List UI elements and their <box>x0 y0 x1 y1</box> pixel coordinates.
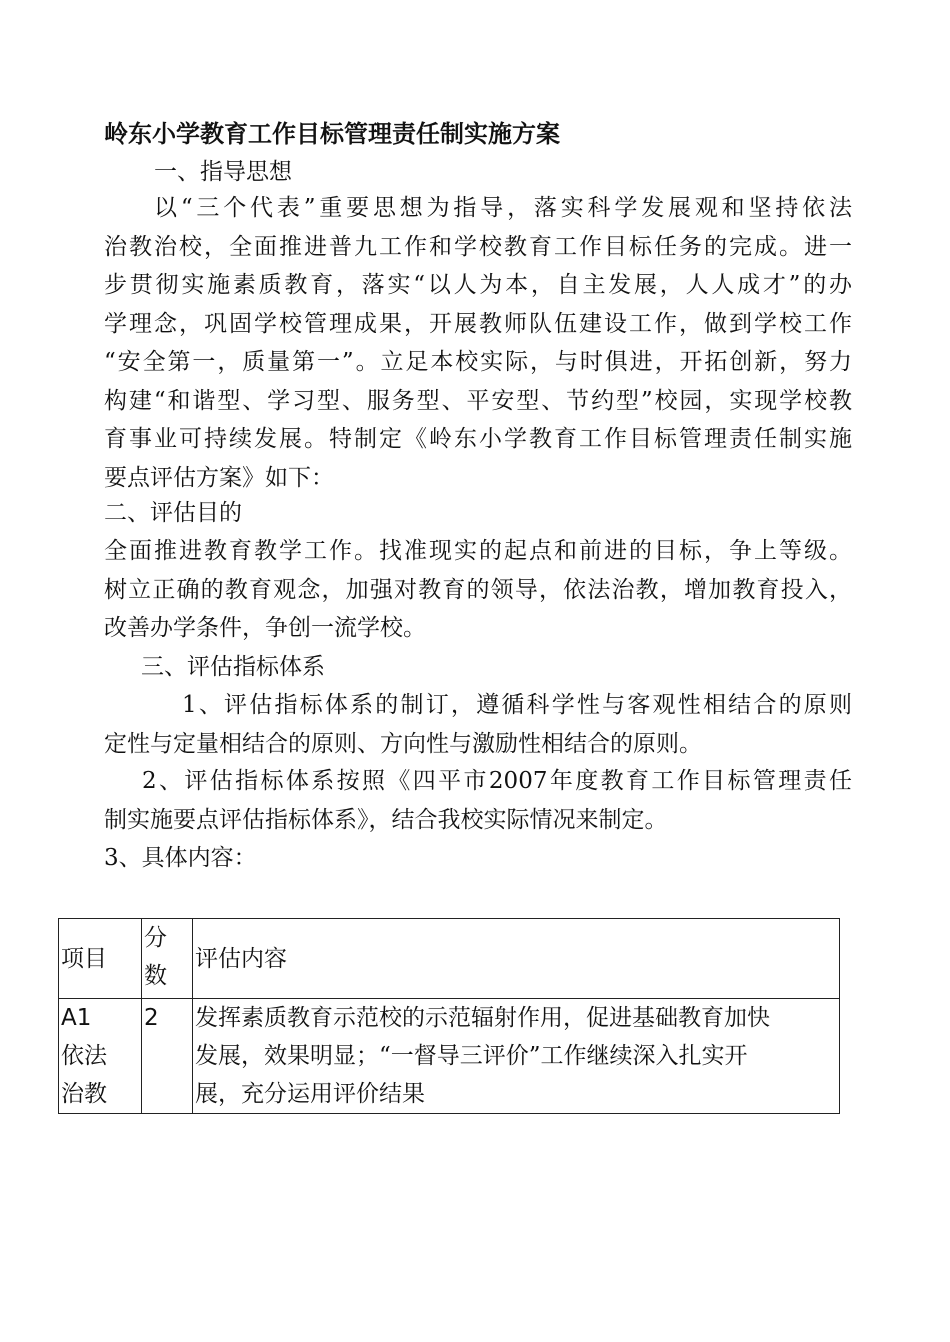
text-line: 育事业可持续发展。特制定《岭东小学教育工作目标管理责任制实施 <box>104 426 852 452</box>
paragraph-evaluation-purpose <box>104 532 852 648</box>
section-heading-evaluation-purpose: 二、评估目的 <box>104 500 242 526</box>
text-line: 学理念，巩固学校管理成果，开展教师队伍建设工作，做到学校工作 <box>104 310 852 337</box>
paragraph-indicator-item1 <box>104 686 852 763</box>
text-line: 治教治校，全面推进普九工作和学校教育工作目标任务的完成。进一 <box>104 233 852 260</box>
text-line: 以“三个代表”重要思想为指导，落实科学发展观和坚持依法 <box>154 195 852 221</box>
document-title: 岭东小学教育工作目标管理责任制实施方案 <box>104 119 560 148</box>
indicator-item3: 3、具体内容： <box>104 845 257 871</box>
evaluation-table <box>58 918 840 1114</box>
cell-item: A1 依法 治教 <box>59 999 142 1114</box>
text-line: 步贯彻实施素质教育，落实“以人为本，自主发展，人人成才”的办 <box>104 272 852 298</box>
paragraph-guiding-ideology <box>104 189 852 497</box>
cell-content: 发挥素质教育示范校的示范辐射作用，促进基础教育加快 发展，效果明显；“一督导三评价”工作继续深入扎实开 展，充分运用评价结果 <box>193 999 840 1114</box>
text-line: 2、评估指标体系按照《四平市2007年度教育工作目标管理责任 <box>142 768 852 794</box>
text-line: 定性与定量相结合的原则、方向性与激励性相结合的原则。 <box>104 730 702 757</box>
text-line: 制实施要点评估指标体系》，结合我校实际情况来制定。 <box>104 806 668 833</box>
text-line: 构建“和谐型、学习型、服务型、平安型、节约型”校园，实现学校教 <box>104 387 852 414</box>
paragraph-indicator-item2 <box>104 762 852 839</box>
section-heading-indicator-system: 三、评估指标体系 <box>141 654 325 680</box>
text-line: 全面推进教育教学工作。找准现实的起点和前进的目标，争上等级。 <box>104 538 852 564</box>
header-cell-content: 评估内容 <box>193 919 840 999</box>
text-line: 树立正确的教育观念，加强对教育的领导，依法治教，增加教育投入， <box>104 576 852 603</box>
header-cell-score: 分 数 <box>142 919 193 999</box>
table-header-row <box>59 919 840 999</box>
text-line: “安全第一，质量第一”。立足本校实际，与时俱进，开拓创新，努力 <box>104 349 852 375</box>
section-heading-guiding-ideology: 一、指导思想 <box>154 159 292 185</box>
text-line: 1、评估指标体系的制订，遵循科学性与客观性相结合的原则 <box>182 692 852 718</box>
text-line: 要点评估方案》如下： <box>104 464 334 491</box>
cell-score: 2 <box>142 999 193 1114</box>
table-row <box>59 999 840 1114</box>
text-line: 改善办学条件，争创一流学校。 <box>104 615 426 641</box>
header-cell-item: 项目 <box>59 919 142 999</box>
